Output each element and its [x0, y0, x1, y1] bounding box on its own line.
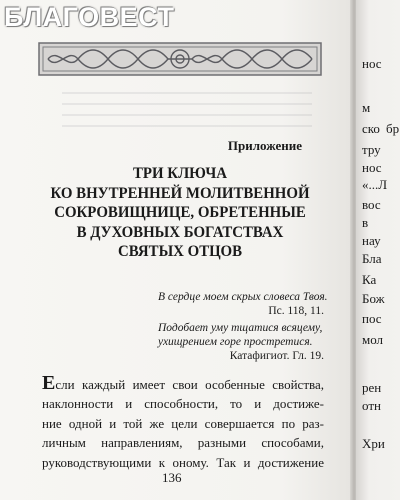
body-line: наклонности и способности, то и достиже-: [42, 396, 324, 412]
text-fragment: вос: [362, 197, 381, 212]
text-fragment: м: [362, 100, 371, 115]
text-fragment: рен: [362, 380, 382, 395]
body-line: [42, 372, 324, 394]
title-line: В ДУХОВНЫХ БОГАТСТВАХ: [76, 223, 284, 241]
epigraph-quote: В сердце моем скрых словеса Твоя.: [158, 291, 328, 303]
text-fragment: отн: [362, 398, 381, 413]
text-fragment: тру: [362, 142, 381, 157]
title-line: ТРИ КЛЮЧА: [132, 165, 228, 182]
body-line: личным направлениям, разными способами,: [42, 435, 324, 451]
epigraph-quote: Подобает уму тщатися всяцему,: [158, 322, 323, 334]
chapter-title: [50, 164, 310, 262]
bleedthrough-text: [62, 92, 312, 142]
ornament-header-band: [38, 42, 322, 76]
epigraph: [158, 321, 328, 363]
title-line: СОКРОВИЩНИЦЕ, ОБРЕТЕННЫЕ: [54, 204, 306, 221]
text-fragment: ско: [362, 121, 380, 136]
text-fragment: бр: [386, 121, 400, 136]
body-paragraph: [42, 372, 324, 472]
body-line: руководствующими к оному. Так и достижение: [42, 454, 324, 470]
text-fragment: мол: [362, 332, 384, 347]
epigraph-source: Катафигиот. Гл. 19.: [229, 350, 324, 362]
drop-cap: Е: [42, 372, 56, 394]
text-fragment: Ка: [362, 272, 377, 287]
watermark-logo: БЛАГОВЕСТ: [4, 2, 175, 32]
right-page-edge: [356, 0, 400, 500]
text-fragment: пос: [362, 311, 382, 326]
page-number: 136: [162, 470, 182, 485]
text-fragment: Бож: [362, 291, 385, 306]
text-fragment: нау: [362, 233, 381, 248]
epigraph-quote: ухищрением горе простретися.: [158, 336, 313, 348]
text-fragment: нос: [362, 160, 382, 175]
title-line: КО ВНУТРЕННЕЙ МОЛИТВЕННОЙ: [50, 184, 310, 202]
appendix-label: Приложение: [227, 138, 302, 153]
epigraph-source: Пс. 118, 11.: [268, 305, 324, 317]
text-fragment: Хри: [362, 436, 385, 451]
text-fragment: «...Л: [362, 177, 388, 192]
epigraph: [158, 290, 328, 318]
text-fragment: Бла: [362, 251, 382, 266]
text-fragment: в: [362, 215, 369, 230]
text-fragment: нос: [362, 56, 382, 71]
body-line: ние одной и той же цели совершается по раз-: [42, 415, 324, 431]
title-line: СВЯТЫХ ОТЦОВ: [117, 243, 243, 260]
body-line-text: сли каждый имеет свои особенные свойства,: [55, 377, 324, 392]
